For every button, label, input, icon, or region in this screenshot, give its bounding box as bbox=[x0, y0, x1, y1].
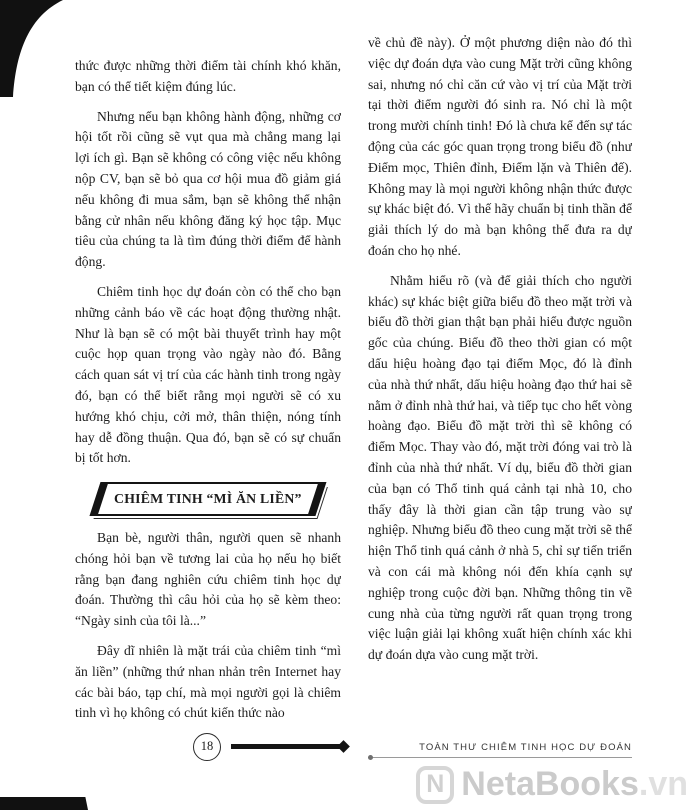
paragraph: Nhằm hiểu rõ (và để giải thích cho người khác) sự khác biệt giữa biểu đồ theo mặt trời và biểu đồ thời gian thật bạn phải hiểu được nguồn gốc của chúng. Biểu đồ theo thời gian có một dấu hiệu hoàng đạo tại điểm Mọc, đó là đỉnh của nhà thứ nhất, dấu hiệu hoàng đạo thứ hai sẽ nằm ở đỉnh nhà thứ hai, và tiếp tục cho hết vòng hoàng đạo. Biểu đồ mặt trời thì sẽ không có điểm Mọc. Thay vào đó, mặt trời đóng vai trò là đỉnh của nhà thứ nhất. Ví dụ, biểu đồ thời gian của bạn có Thổ tinh quá cảnh tại nhà 10, cho thấy đây là thời gian cần tập trung vào sự nghiệp. Nhưng biểu đồ theo cung mặt trời sẽ thể hiện Thổ tinh quá cảnh ở nhà 5, chỉ sự tiến triển và con cái mà không nói đến khía cạnh sự nghiệp trong cuộc đời bạn. Những thông tin về cung nhà của từng người rất quan trọng trong việc luận giải lại không xuất hiện chính xác khi dự đoán dựa vào cung mặt trời. bbox=[368, 272, 632, 663]
paragraph: Bạn bè, người thân, người quen sẽ nhanh chóng hỏi bạn về tương lai của họ nếu họ biết rằng bạn đang nghiên cứu chiêm tinh học dự đoán. Thường thì câu hỏi của họ sẽ kèm theo: “Ngày sinh của tôi là...” bbox=[75, 529, 341, 629]
footer-right-rule bbox=[368, 757, 632, 758]
paragraph: Đây dĩ nhiên là mặt trái của chiêm tinh “mì ăn liền” (những thứ nhan nhản trên Internet hay các bài báo, tạp chí, mà mọi người gọi là chiêm tinh vì họ không có chút kiến thức nào bbox=[75, 642, 341, 721]
paragraph: Chiêm tinh học dự đoán còn có thể cho bạn những cảnh báo về các hoạt động thường nhật. Như là bạn sẽ có một bài thuyết trình hay một cuộc họp quan trọng vào ngày nào đó. Bằng cách quan sát vị trí của các hành tinh trong ngày đó, bạn có thể biết rằng mọi người sẽ có xu hướng khó chịu, cởi mở, thân thiện, nóng tính hay dễ đồng thuận. Qua đó, bạn sẽ có sự chuẩn bị tốt hơn. bbox=[75, 283, 341, 466]
page-number: 18 bbox=[193, 733, 221, 761]
paragraph: về chủ đề này). Ở một phương diện nào đó thì việc dự đoán dựa vào cung Mặt trời cũng không sai, nhưng nó chỉ căn cứ vào vị trí của Mặt trời tại thời điểm người đó sinh ra. Nó chỉ là một trong mười chính tinh! Đó là chưa kể đến sự tác động của các góc quan trọng trong biểu đồ (như Điểm mọc, Thiên đỉnh, Điểm lặn và Thiên đế). Không may là mọi người không nhận thức được sự khác biệt đó. Vì thế hãy chuẩn bị tinh thần để giải thích lý do mà bạn không thể đưa ra dự đoán cho họ nhé. bbox=[368, 35, 632, 258]
paragraph: thức được những thời điểm tài chính khó khăn, bạn có thể tiết kiệm đúng lúc. bbox=[75, 58, 341, 94]
netabooks-logo-icon: N bbox=[416, 766, 454, 804]
footer-left-rule bbox=[231, 744, 343, 749]
paragraph: Nhưng nếu bạn không hành động, những cơ hội tốt rồi cũng sẽ vụt qua mà chẳng mang lại lợi ích gì. Bạn sẽ không có công việc nếu không nộp CV, bạn sẽ bỏ qua cơ hội mua đồ giảm giá nếu không đi mua sắm, bạn sẽ không thể nhận bằng cử nhân nếu không đăng ký học tập. Mục tiêu của chúng ta là tìm đúng thời điểm để hành động. bbox=[75, 108, 341, 270]
bottom-bar-ornament bbox=[0, 797, 88, 810]
left-text-column bbox=[75, 56, 341, 732]
running-book-title: TOÀN THƯ CHIÊM TINH HỌC DỰ ĐOÁN bbox=[419, 742, 632, 753]
section-heading-ribbon bbox=[90, 482, 327, 516]
section-heading: CHIÊM TINH “MÌ ĂN LIỀN” bbox=[114, 491, 302, 507]
watermark-name: NetaBooks bbox=[461, 765, 639, 803]
rule-dot-ornament bbox=[368, 755, 373, 760]
right-text-column bbox=[368, 33, 632, 732]
watermark-tld: .vn bbox=[638, 765, 688, 803]
corner-flourish-ornament bbox=[0, 0, 70, 100]
netabooks-watermark bbox=[416, 765, 688, 804]
